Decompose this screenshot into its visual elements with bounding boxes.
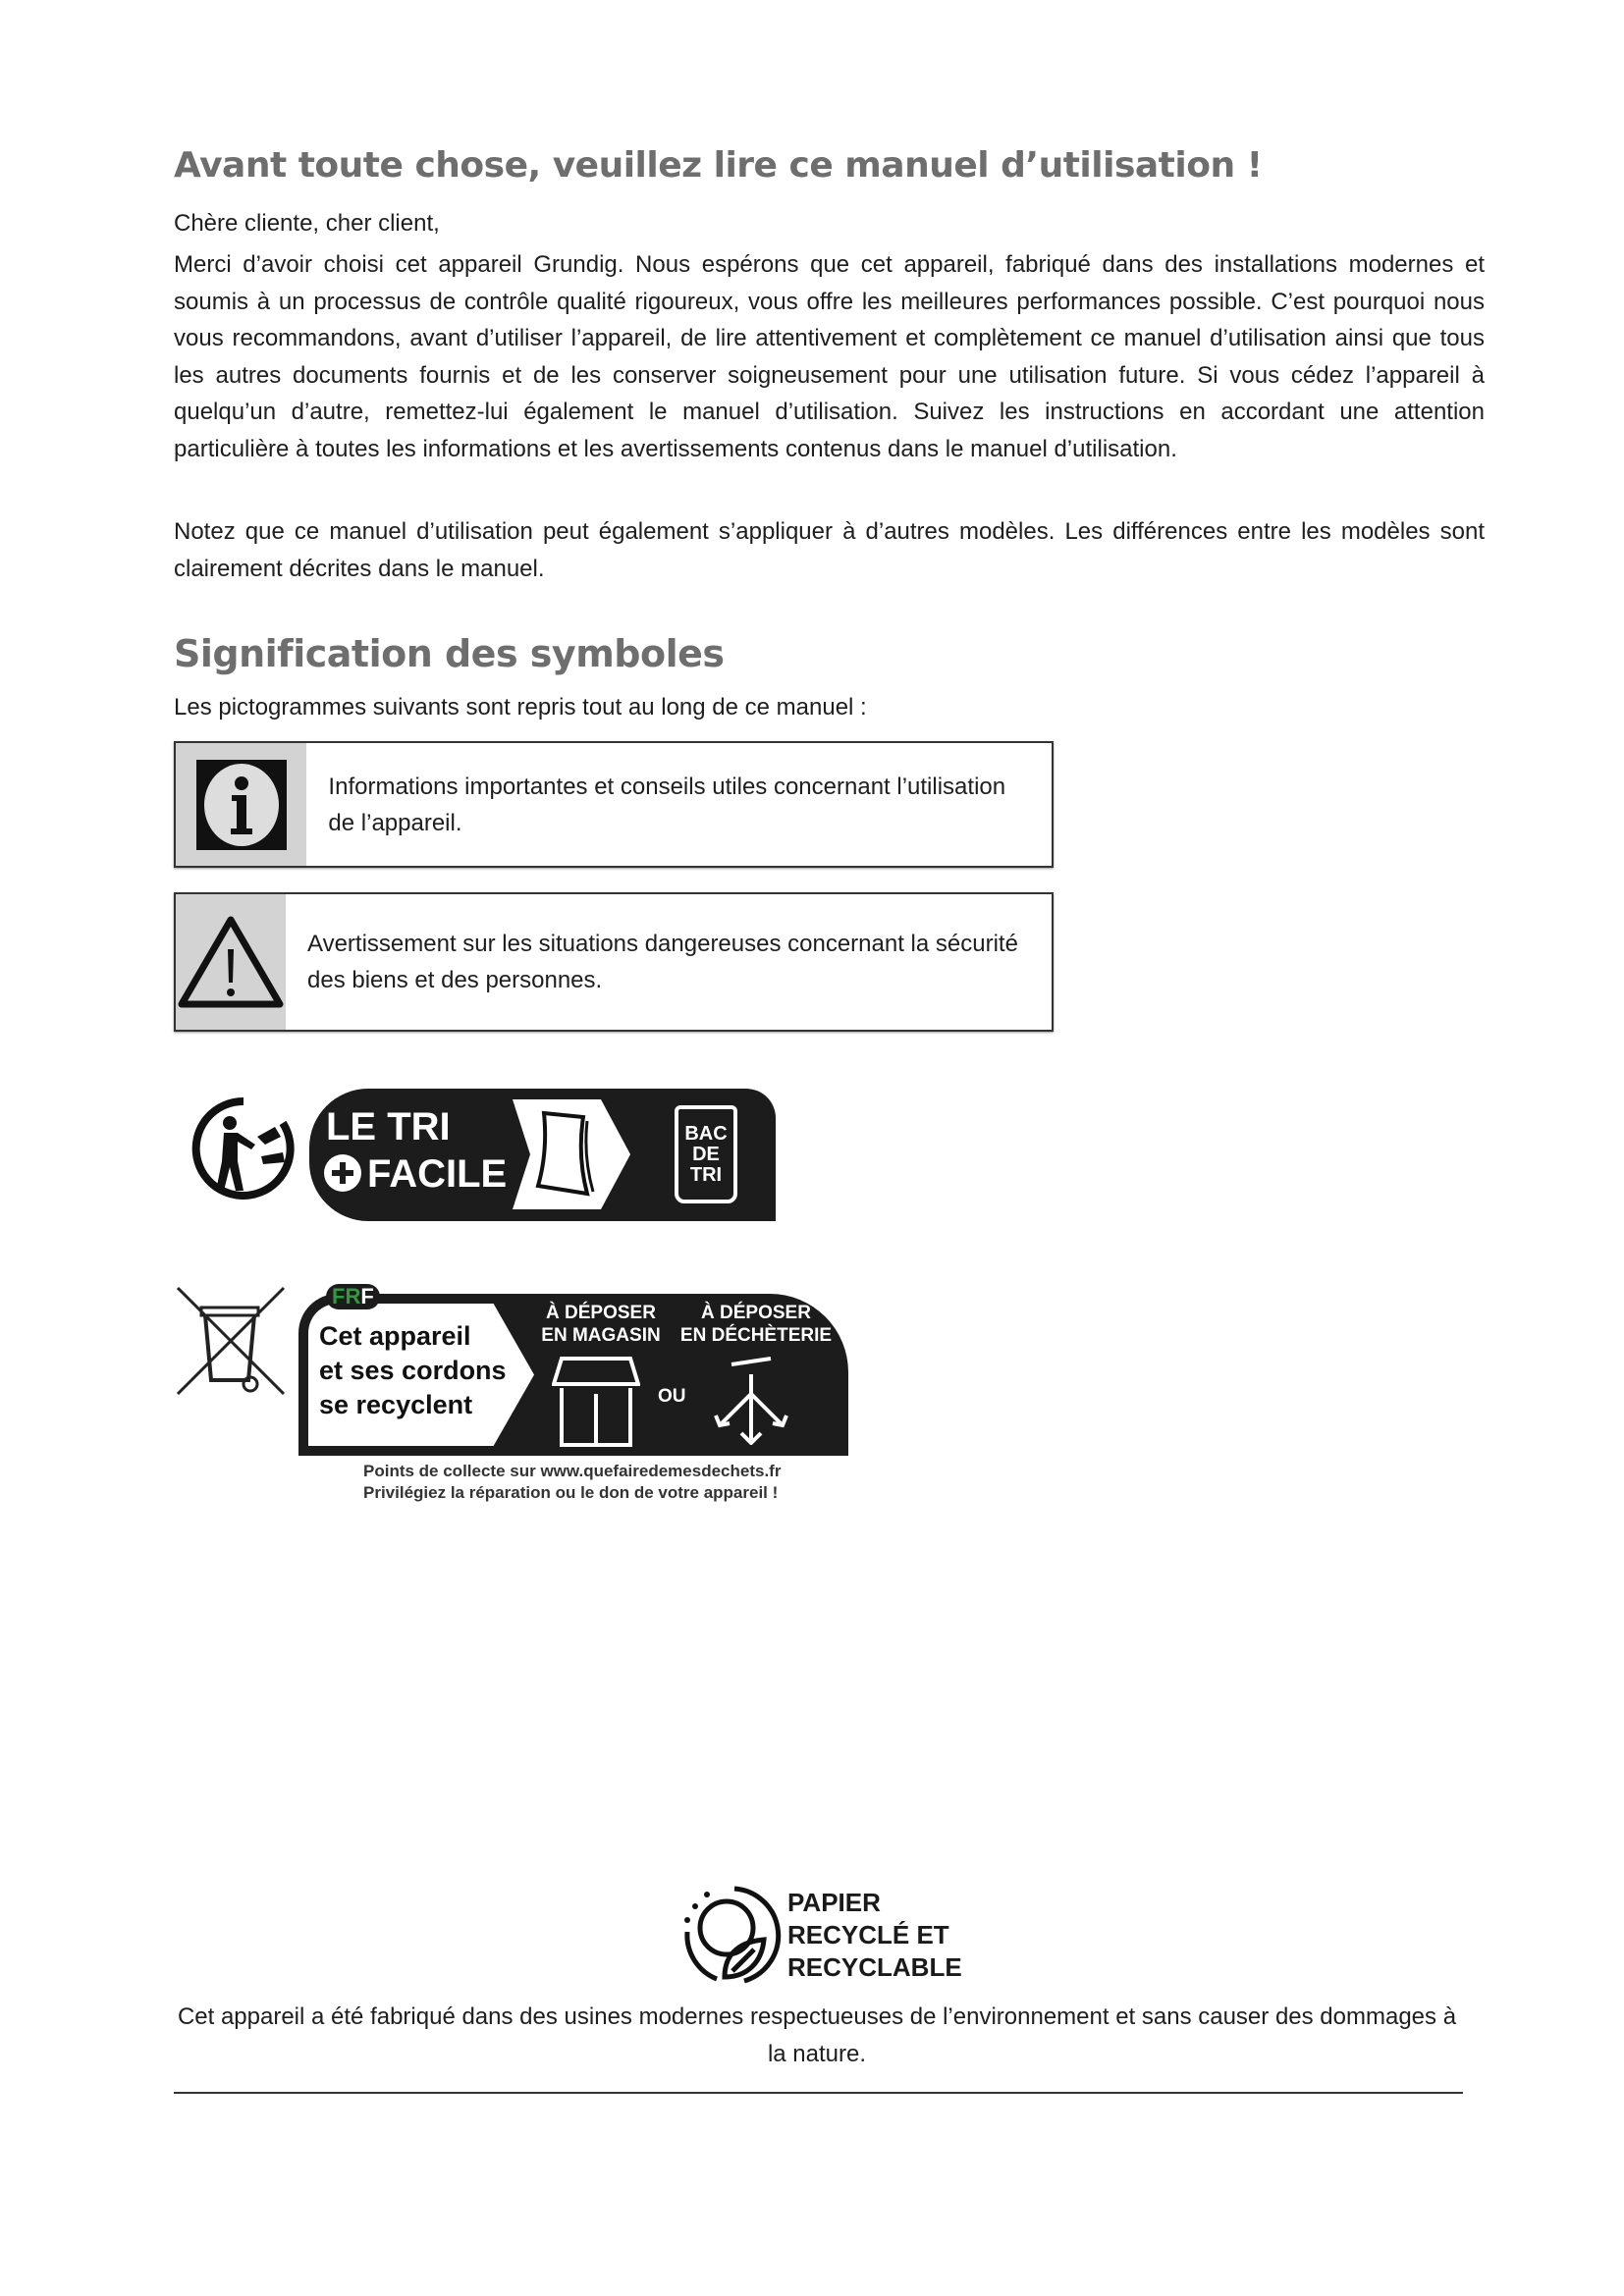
fr-badge: FRF [326,1284,380,1309]
icon-panel [176,894,286,1030]
crossed-bin-icon [174,1284,290,1400]
or-label: OU [658,1386,686,1407]
paper-icon [532,1107,601,1201]
option-dump: À DÉPOSER EN DÉCHÈTERIE [679,1303,833,1346]
triman-icon [189,1094,298,1203]
le-tri-facile-logo [189,1086,778,1223]
symbol-text: Informations importantes et conseils utiles concernant l’utilisation de l’appareil. [328,773,1006,836]
greeting: Chère cliente, cher client, [174,210,440,237]
warning-icon [176,914,286,1010]
paper-logo-text: PAPIER RECYCLÉ ET RECYCLABLE [787,1888,962,1982]
triman-recycling-logo [174,1276,851,1512]
option-store: À DÉPOSER EN MAGASIN [541,1303,661,1346]
icon-panel [176,743,306,866]
globe-leaf-icon [676,1883,784,1991]
footer-divider [174,2092,1463,2094]
environment-statement: Cet appareil a été fabriqué dans des usines modernes respectueuses de l’environnement et sans causer des dommages à la nature. [177,2003,1457,2067]
symbol-box-info [174,741,1054,868]
symbol-box-warning [174,892,1054,1032]
triman-footer: Points de collecte sur www.quefairedemesdechets.fr Privilégiez la réparation ou le don de votre appareil ! [363,1462,782,1502]
dump-hand-icon [712,1355,790,1445]
models-paragraph: Notez que ce manuel d’utilisation peut également s’appliquer à d’autres modèles. Les différences entre les modèles sont clairement décrites dans le manuel. [174,518,1485,582]
page-title: Avant toute chose, veuillez lire ce manuel d’utilisation ! [174,145,1263,186]
intro-paragraph: Merci d’avoir choisi cet appareil Grundig. Nous espérons que cet appareil, fabriqué dans des installations modernes et soumis à un processus de contrôle qualité rigoureux, vous offre les meilleures performances possible. C’est pourquoi nous vous recommandons, avant d’utiliser l’appareil, de lire attentivement et complètement ce manuel d’utilisation ainsi que tous les autres documents fournis et de les conserver soigneusement pour une utilisation future. Si vous cédez l’appareil à quelqu’un d’autre, remettez-lui également le manuel d’utilisation. Suivez les instructions en accordant une attention particulière à toutes les informations et les avertissements contenus dans le manuel d’utilisation. [174,251,1485,462]
tri-line2: FACILE [367,1152,508,1196]
triman-main-text: Cet appareil et ses cordons se recyclent [319,1321,507,1419]
recycled-paper-logo [676,1883,970,1991]
plus-icon [324,1154,361,1192]
info-icon [196,760,287,850]
store-icon [552,1355,640,1449]
symbols-subtitle: Les pictogrammes suivants sont repris tout au long de ce manuel : [174,694,867,721]
section-title-symbols: Signification des symboles [174,632,725,675]
bin-icon: BAC DE TRI [675,1105,737,1203]
tri-line1: LE TRI [326,1105,451,1148]
symbol-text: Avertissement sur les situations dangereuses concernant la sécurité des biens et des personnes. [307,931,1018,993]
